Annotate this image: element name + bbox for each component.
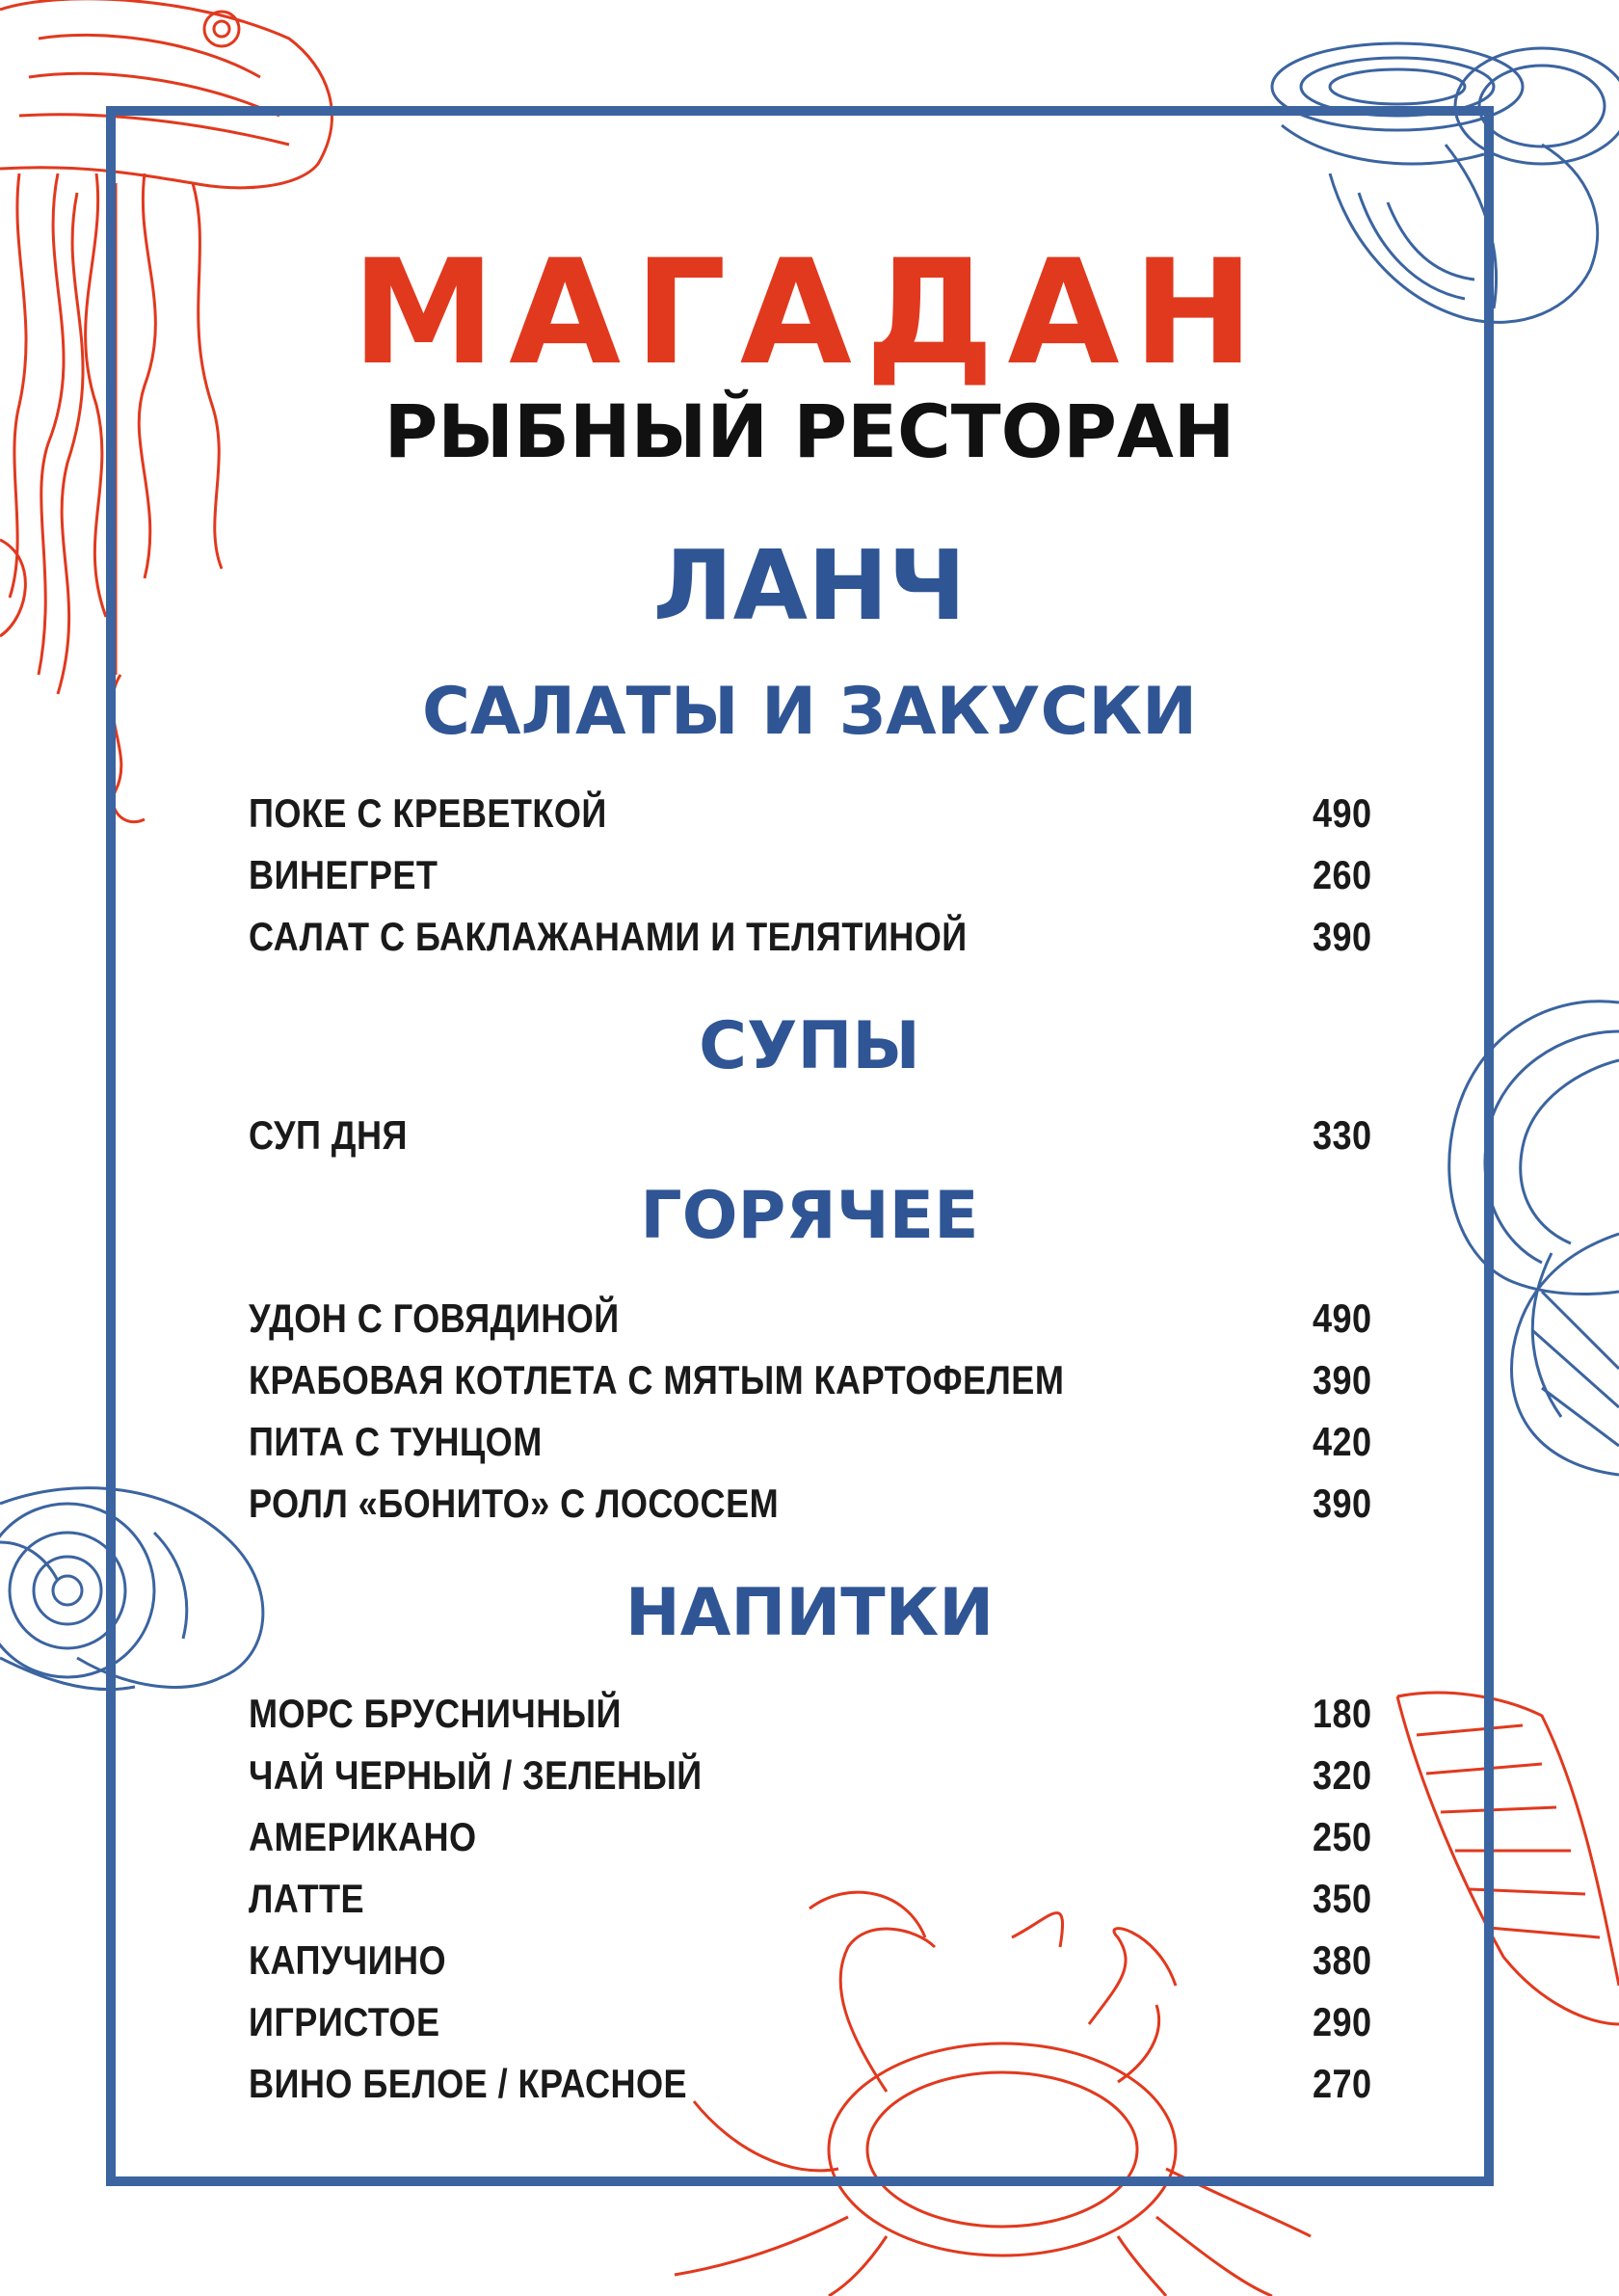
menu-title: ЛАНЧ — [652, 529, 967, 642]
menu-item-price: 420 — [1313, 1419, 1372, 1464]
menu-item — [249, 1355, 1372, 1405]
menu-item-name: УДОН С ГОВЯДИНОЙ — [249, 1295, 620, 1341]
menu-item-name: ВИНО БЕЛОЕ / КРАСНОЕ — [249, 2061, 688, 2106]
menu-item — [249, 788, 1372, 839]
menu-item-name: ПИТА С ТУНЦОМ — [249, 1419, 543, 1464]
menu-item — [249, 1479, 1372, 1529]
menu-item — [249, 1936, 1372, 1986]
restaurant-subtitle: РЫБНЫЙ РЕСТОРАН — [384, 388, 1235, 474]
menu-item — [249, 850, 1372, 900]
menu-item-name: МОРС БРУСНИЧНЫЙ — [249, 1691, 622, 1736]
menu-item-price: 350 — [1313, 1876, 1372, 1921]
section-title-drinks: НАПИТКИ — [624, 1575, 995, 1651]
menu-item-price: 250 — [1313, 1814, 1372, 1859]
menu-item-name: СУП ДНЯ — [249, 1112, 408, 1158]
menu-item-name: ПОКЕ С КРЕВЕТКОЙ — [249, 790, 607, 836]
menu-item-name: РОЛЛ «БОНИТО» С ЛОСОСЕМ — [249, 1481, 780, 1526]
menu-item — [249, 912, 1372, 962]
menu-item-price: 490 — [1313, 790, 1372, 836]
menu-item-name: ЧАЙ ЧЕРНЫЙ / ЗЕЛЕНЫЙ — [249, 1752, 703, 1798]
menu-item-name: ИГРИСТОЕ — [249, 1999, 440, 2044]
restaurant-name: МАГАДАН — [351, 229, 1268, 397]
menu-item-name: КРАБОВАЯ КОТЛЕТА С МЯТЫМ КАРТОФЕЛЕМ — [249, 1357, 1065, 1402]
menu-item — [249, 2059, 1372, 2109]
menu-item-price: 390 — [1313, 1357, 1372, 1402]
menu-item — [249, 1750, 1372, 1801]
menu-item-name: ВИНЕГРЕТ — [249, 852, 438, 897]
menu-item — [249, 1812, 1372, 1862]
menu-item-price: 270 — [1313, 2061, 1372, 2106]
menu-item-name: КАПУЧИНО — [249, 1937, 447, 1983]
menu-item-price: 380 — [1313, 1937, 1372, 1983]
section-title-salads: САЛАТЫ И ЗАКУСКИ — [421, 674, 1198, 750]
menu-item-price: 260 — [1313, 852, 1372, 897]
menu-item-price: 390 — [1313, 1481, 1372, 1526]
menu-item — [249, 1689, 1372, 1739]
menu-item-name: АМЕРИКАНО — [249, 1814, 477, 1859]
menu-item-price: 320 — [1313, 1752, 1372, 1798]
section-title-soups: СУПЫ — [699, 1008, 920, 1084]
menu-item — [249, 1417, 1372, 1467]
menu-item-price: 330 — [1313, 1112, 1372, 1158]
section-title-hot: ГОРЯЧЕЕ — [640, 1178, 979, 1254]
menu-item-name: ЛАТТЕ — [249, 1876, 365, 1921]
menu-item-price: 490 — [1313, 1295, 1372, 1341]
menu-item-price: 180 — [1313, 1691, 1372, 1736]
menu-item-price: 290 — [1313, 1999, 1372, 2044]
menu-item — [249, 1110, 1372, 1161]
menu-item — [249, 1874, 1372, 1924]
menu-item — [249, 1997, 1372, 2047]
menu-item-name: САЛАТ С БАКЛАЖАНАМИ И ТЕЛЯТИНОЙ — [249, 914, 968, 959]
menu-item-price: 390 — [1313, 914, 1372, 959]
menu-item — [249, 1294, 1372, 1344]
